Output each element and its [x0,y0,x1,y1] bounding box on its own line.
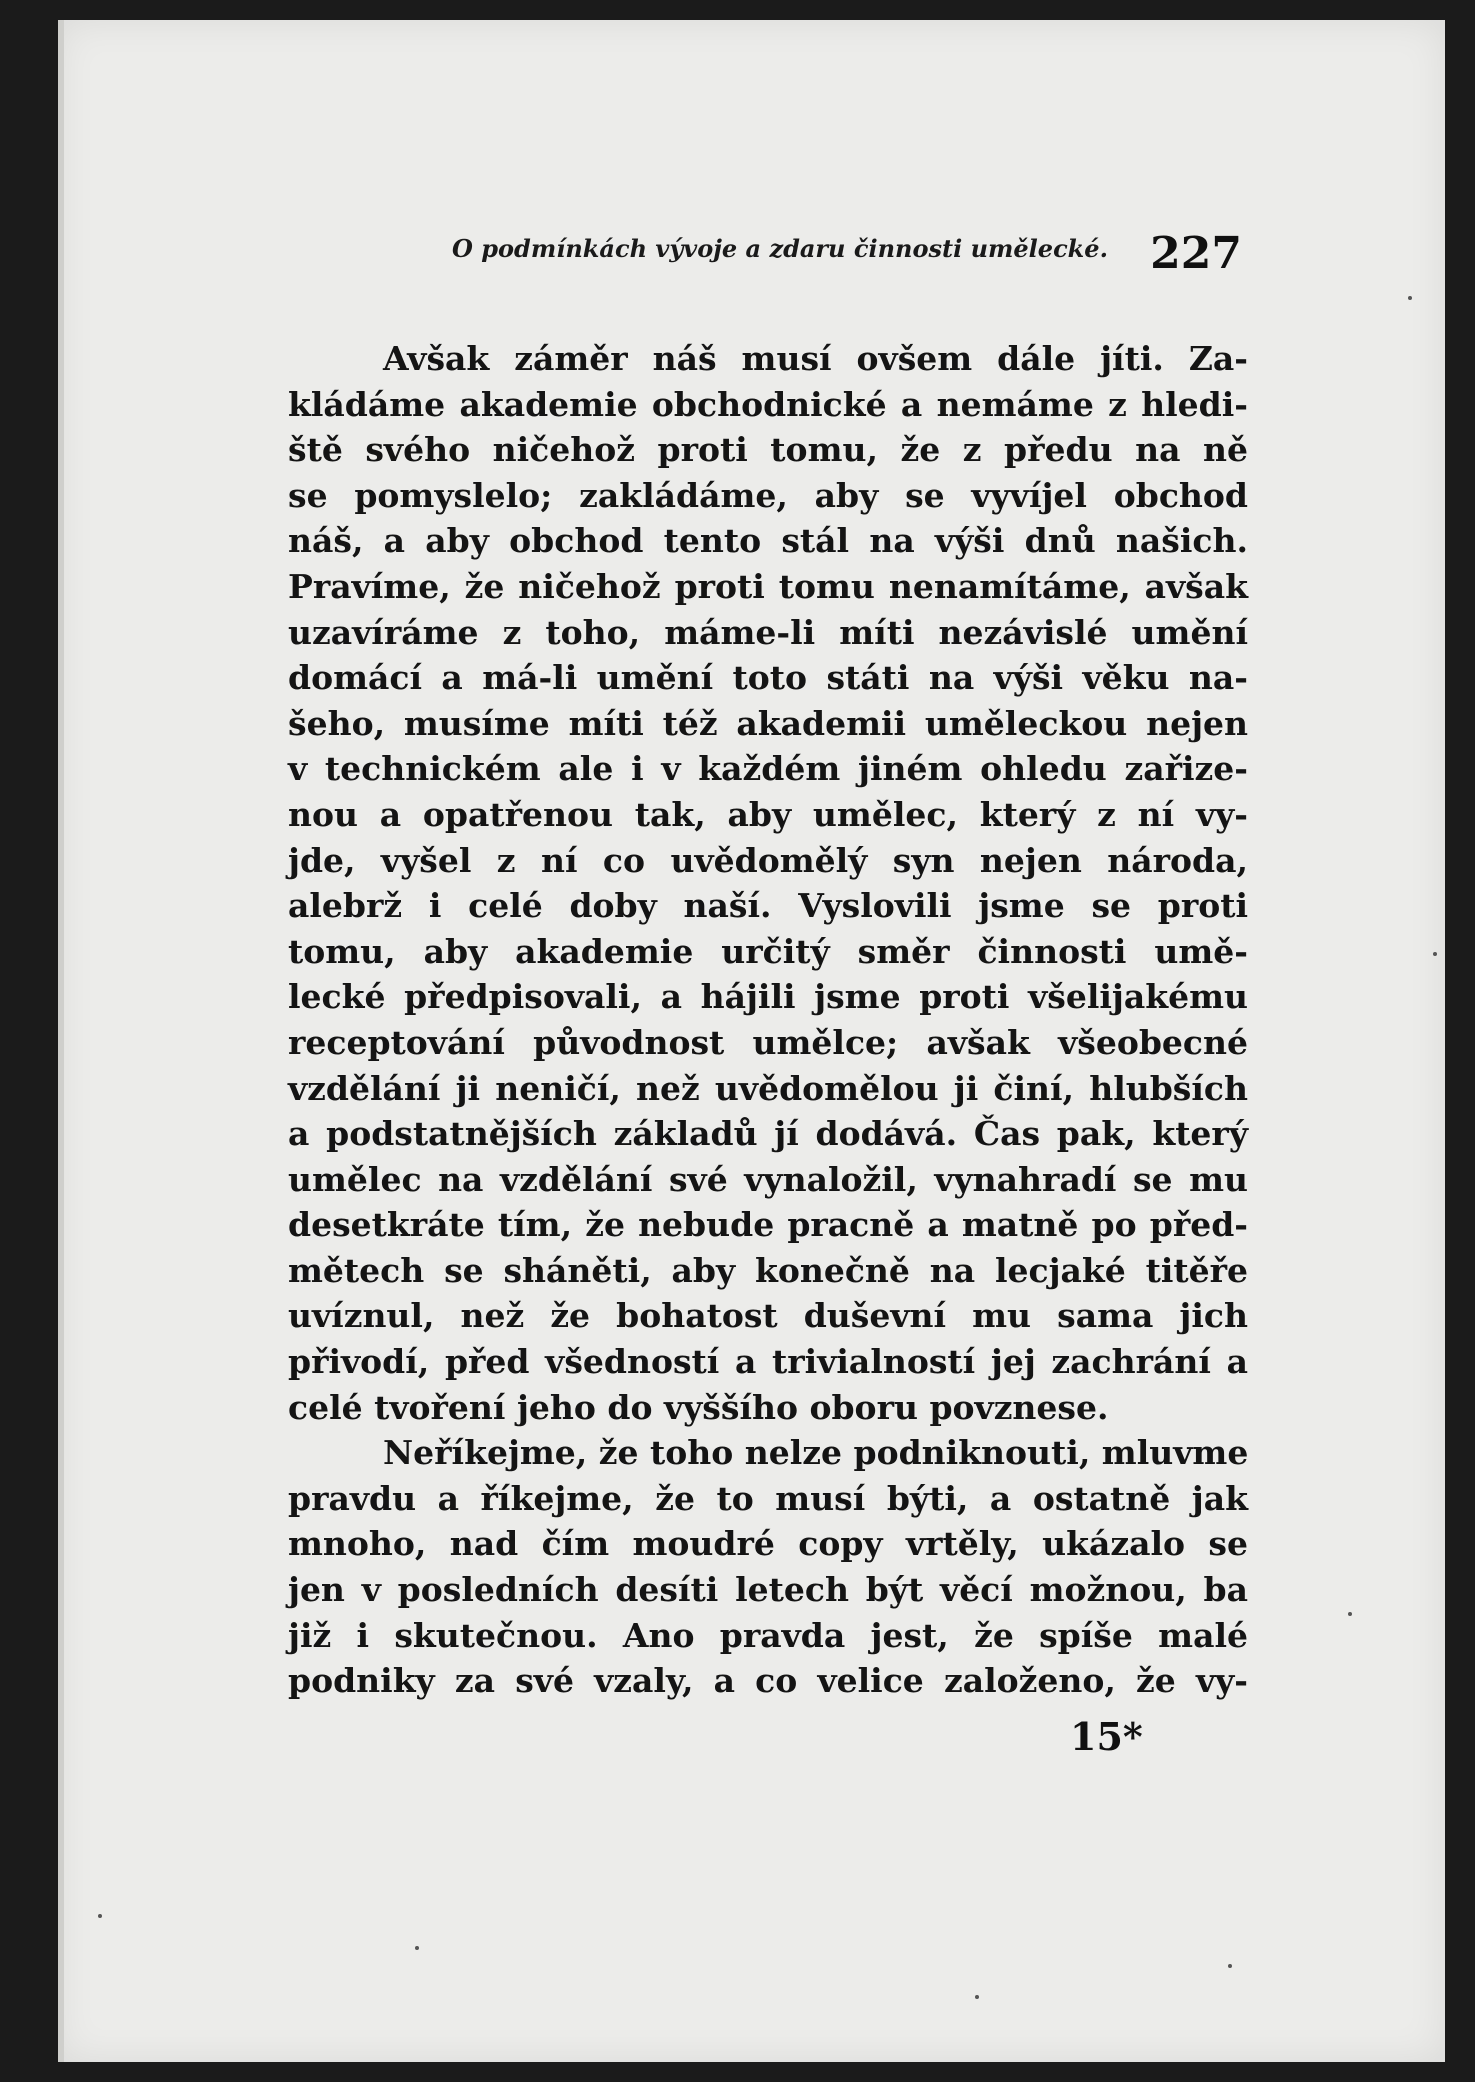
text-line: šeho, musíme míti též akademii uměleckou nejen [288,703,1248,743]
scan-speck [1228,1964,1232,1968]
page-edge [58,20,64,2062]
text-line: kládáme akademie obchodnické a nemáme z hledi- [288,384,1248,424]
text-line: přivodí, před všedností a trivialností jej zachrání a [288,1342,1248,1382]
text-line: mnoho, nad čím moudré copy vrtěly, ukázalo se [288,1524,1248,1564]
text-line: a podstatnějších základů jí dodává. Čas pak, který [288,1114,1248,1154]
text-line: jen v posledních desíti letech být věcí možnou, ba [288,1570,1248,1610]
text-line: podniky za své vzaly, a co velice založeno, že vy- [288,1661,1248,1701]
running-head [452,228,1242,288]
text-line: umělec na vzdělání své vynaložil, vynahradí se mu [288,1159,1248,1199]
text-line: se pomyslelo; zakládáme, aby se vyvíjel obchod [288,475,1248,515]
page-number: 227 [1150,228,1242,279]
text-line: alebrž i celé doby naší. Vyslovili jsme se proti [288,886,1248,926]
text-line: již i skutečnou. Ano pravda jest, že spíše malé [288,1615,1248,1655]
text-line: celé tvoření jeho do vyššího oboru povznese. [288,1387,1109,1427]
scan-speck [98,1914,102,1918]
signature-mark: 15* [1070,1714,1143,1759]
text-line: pravdu a říkejme, že to musí býti, a ostatně jak [288,1478,1248,1518]
text-line: ště svého ničehož proti tomu, že z předu na ně [288,430,1248,470]
text-line: lecké předpisovali, a hájili jsme proti všelijakému [288,977,1248,1017]
text-line: nou a opatřenou tak, aby umělec, který z ní vy- [288,794,1248,834]
running-title: O podmínkách vývoje a zdaru činnosti umělecké. [452,234,1108,263]
text-line: uvíznul, než že bohatost duševní mu sama jich [288,1296,1248,1336]
text-line: uzavíráme z toho, máme-li míti nezávislé umění [288,612,1248,652]
scan-speck [1348,1612,1352,1616]
scan-speck [1408,296,1412,300]
text-line: v technickém ale i v každém jiném ohledu zařize- [288,749,1248,789]
scan-speck [975,1995,979,1999]
text-line: Neříkejme, že toho nelze podniknouti, mluvme [383,1433,1249,1473]
text-line: desetkráte tím, že nebude pracně a matně po před- [288,1205,1248,1245]
text-line: domácí a má-li umění toto státi na výši věku na- [288,658,1248,698]
text-line: jde, vyšel z ní co uvědomělý syn nejen národa, [288,840,1248,880]
text-line: Avšak záměr náš musí ovšem dále jíti. Za- [383,339,1248,378]
body-text [288,336,1248,1704]
text-line: vzdělání ji neničí, než uvědomělou ji činí, hlubších [288,1068,1248,1108]
text-line: náš, a aby obchod tento stál na výši dnů našich. [288,521,1248,561]
text-line: tomu, aby akademie určitý směr činnosti umě- [288,931,1248,971]
text-line: mětech se sháněti, aby konečně na lecjaké titěře [288,1250,1248,1290]
text-line: Pravíme, že ničehož proti tomu nenamítáme, avšak [288,566,1248,606]
scan-speck [1433,952,1437,956]
text-line: receptování původnost umělce; avšak všeobecné [288,1022,1248,1062]
scan-speck [415,1946,419,1950]
